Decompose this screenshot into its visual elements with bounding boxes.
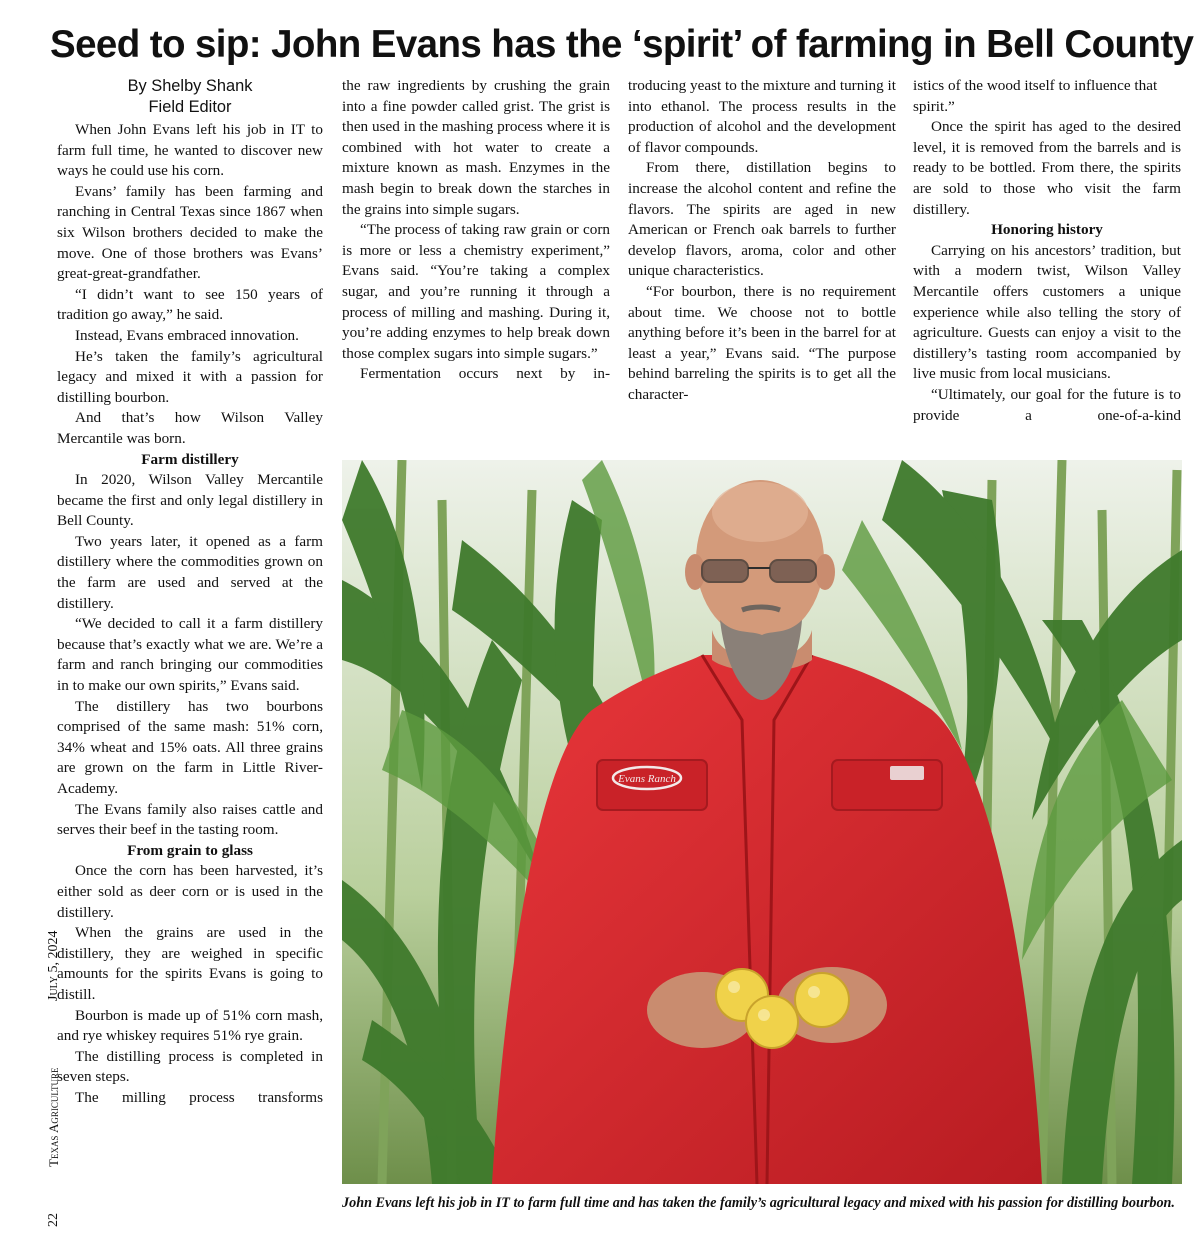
paragraph: When John Evans left his job in IT to farm full time, he wanted to discover new ways he could use his corn. — [57, 121, 323, 180]
paragraph: Fermentation occurs next by in- — [360, 365, 610, 383]
article-column-4 — [913, 76, 1181, 426]
paragraph: Instead, Evans embraced innovation. — [75, 326, 299, 344]
page-sidebar — [12, 915, 61, 1245]
paragraph: The Evans family also raises cattle and serves their beef in the tasting room. — [57, 800, 323, 839]
paragraph: Two years later, it opened as a farm distillery where the commodities grown on the farm are used and served at the distillery. — [57, 532, 323, 612]
byline-role: Field Editor — [148, 98, 232, 116]
paragraph-continued: the raw ingredients by crushing the grain into a fine powder called grist. The grist is then used in the mashing process where it is combined with hot water to create a mixture known as mash. Enzymes in the mash begin to break down the starches in the grains into simple sugars. — [342, 77, 610, 218]
byline-author: By Shelby Shank — [127, 77, 253, 95]
paragraph: He’s taken the family’s agricultural legacy and mixed it with a passion for distilling bourbon. — [57, 347, 323, 406]
issue-date: July 5, 2024 — [46, 930, 61, 1001]
paragraph: The distillery has two bourbons comprised of the same mash: 51% corn, 34% wheat and 15% oats. All three grains are grown on the farm in Little River-Academy. — [57, 697, 323, 797]
subhead-honoring-history: Honoring history — [991, 221, 1103, 239]
paragraph: Carrying on his ancestors’ tradition, but with a modern twist, Wilson Valley Mercantile offers customers a unique experience while also telling the story of agriculture. Guests can enjoy a visit to the distillery’s tasting room accompanied by live music from local musicians. — [913, 241, 1181, 383]
paragraph: “I didn’t want to see 150 years of tradition go away,” he said. — [57, 285, 323, 324]
photo-caption: John Evans left his job in IT to farm full time and has taken the family’s agricultural legacy and mixed with his passion for distilling bourbon. — [342, 1195, 1175, 1211]
page-number: 22 — [46, 1213, 61, 1227]
paragraph: The distilling process is completed in seven steps. — [57, 1047, 323, 1086]
paragraph: The milling process transforms — [75, 1088, 323, 1106]
paragraph: “We decided to call it a farm distillery because that’s exactly what we are. We’re a farm and ranch bringing our commodities in to make our own spirits,” Evans said. — [57, 615, 323, 695]
paragraph: Once the corn has been harvested, it’s either sold as deer corn or is used in the distillery. — [57, 862, 323, 921]
paragraph: From there, distillation begins to increase the alcohol content and refine the flavors. The spirits are aged in new American or French oak barrels to further develop flavors, aroma, color and other unique characteristics. — [628, 159, 896, 280]
paragraph: “For bourbon, there is no requirement about time. We choose not to bottle anything before it’s been in the barrel for at least a year,” Evans said. “The purpose behind barreling the spirits is to get all the character- — [628, 282, 896, 403]
paragraph: Once the spirit has aged to the desired level, it is removed from the barrels and is ready to be bottled. From there, the spirits are sold to those who visit the farm distillery. — [913, 118, 1181, 218]
headline: Seed to sip: John Evans has the ‘spirit’ of farming in Bell County — [50, 23, 1194, 66]
paragraph: In 2020, Wilson Valley Mercantile became the first and only legal distillery in Bell County. — [57, 471, 323, 530]
paragraph: When the grains are used in the distillery, they are weighed in specific amounts for the spirits Evans is going to distill. — [57, 924, 323, 1003]
paragraph: Evans’ family has been farming and ranching in Central Texas since 1867 when six Wilson brothers decided to make the move. One of those brothers was Evans’ great-great-grandfather. — [57, 182, 323, 283]
paragraph-continued: istics of the wood itself to influence that spirit.” — [913, 77, 1158, 115]
paragraph: And that’s how Wilson Valley Mercantile was born. — [57, 409, 323, 447]
subhead-farm-distillery: Farm distillery — [141, 450, 239, 468]
article-column-3 — [628, 76, 896, 406]
publication-name: Texas Agriculture — [46, 1067, 61, 1167]
subhead-grain-to-glass: From grain to glass — [127, 841, 253, 859]
photo-illustration — [342, 460, 1182, 1184]
article-column-2 — [342, 76, 610, 385]
paragraph: “Ultimately, our goal for the future is to provide a one-of-a-kind — [913, 385, 1181, 424]
svg-text:Evans Ranch: Evans Ranch — [618, 773, 676, 785]
paragraph-continued: troducing yeast to the mixture and turning it into ethanol. The process results in the production of alcohol and the development of flavor compounds. — [628, 77, 896, 156]
article-photo — [342, 460, 1182, 1184]
article-column-1 — [57, 76, 323, 1109]
paragraph: “The process of taking raw grain or corn is more or less a chemistry experiment,” Evans said. “You’re taking a complex sugar, and you’re running it through a process of milling and mashing. During it, you’re adding enzymes to help break down those complex sugars into simple sugars.” — [342, 221, 610, 362]
paragraph: Bourbon is made up of 51% corn mash, and rye whiskey requires 51% rye grain. — [57, 1006, 323, 1045]
